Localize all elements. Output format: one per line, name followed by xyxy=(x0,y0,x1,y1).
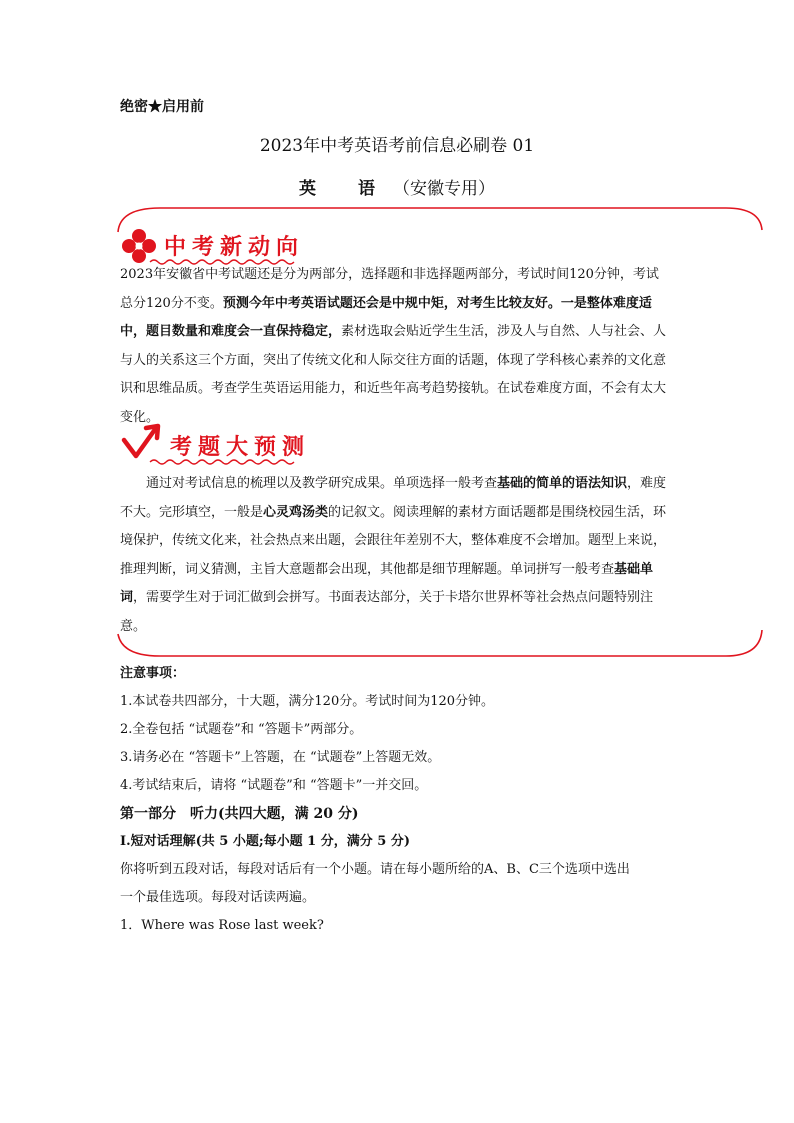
part1-instructions-2: 一个最佳选项。每段对话读两遍。 xyxy=(120,890,316,905)
page-title: 2023年中考英语考前信息必刷卷 01 xyxy=(259,136,535,156)
confidential-label: 绝密★启用前 xyxy=(120,99,204,115)
part1-subtitle: Ⅰ.短对话理解(共 5 小题;每小题 1 分，满分 5 分) xyxy=(120,834,410,849)
trends-paragraph xyxy=(120,261,668,432)
top-frame-arc xyxy=(118,208,762,232)
pred-text-e: 的记叙文。阅读理解的素材方面话题都是围绕校园生活，环境保护，传统文化来，社会热点来出题，会跟往年差别不大，整体难度不会增加。题型上来说，推理判断，词义猜测，主旨大意题都会出现，其他都是细节理解题。单词拼写一般考查 xyxy=(120,504,667,577)
section-heading-trends: 中考新动向 xyxy=(164,235,305,260)
notes-item: 2.全卷包括 “试题卷”和 “答题卡”两部分。 xyxy=(120,722,363,737)
notes-block xyxy=(120,660,680,940)
pred-text-c: ，难度不大。完形填空，一般是 xyxy=(120,476,667,520)
pred-text-bold-3: 基础单词 xyxy=(120,561,654,605)
notes-item: 4.考试结束后，请将 “试题卷”和 “答题卡”一并交回。 xyxy=(120,778,428,793)
trends-text-bold: 预测今年中考英语试题还会是中规中矩，对考生比较友好。一是整体难度适中，题目数量和难度会一直保持稳定， xyxy=(120,295,652,339)
clover-icon xyxy=(122,229,156,263)
subject-note: （安徽专用） xyxy=(392,179,495,199)
subject-main: 英 语 xyxy=(299,179,393,199)
notes-item: 3.请务必在 “答题卡”上答题，在 “试题卷”上答题无效。 xyxy=(120,750,441,765)
predictions-paragraph xyxy=(120,470,676,641)
trends-text-a: 2023年安徽省中考试题还是分为两部分，选择题和非选择题两部分，考试时间120分钟，考试总分120分不变。 xyxy=(120,267,659,311)
section-heading-predictions: 考题大预测 xyxy=(170,435,311,460)
pred-text-bold-1: 基础的简单的语法知识 xyxy=(497,476,628,491)
notes-item: 1.本试卷共四部分，十大题，满分120分。考试时间为120分钟。 xyxy=(120,694,495,709)
notes-title: 注意事项： xyxy=(120,666,186,681)
pred-text-a: 通过对考试信息的梳理以及教学研究成果。单项选择一般考查 xyxy=(146,476,498,491)
part1-title: 第一部分 听力(共四大题，满 20 分) xyxy=(120,806,359,822)
pred-text-g: ，需要学生对于词汇做到会拼写。书面表达部分，关于卡塔尔世界杯等社会热点问题特别注意。 xyxy=(120,590,654,634)
pred-text-bold-2: 心灵鸡汤类 xyxy=(263,504,329,520)
part1-instructions-1: 你将听到五段对话，每段对话后有一个小题。请在每小题所给的A、B、C三个选项中选出 xyxy=(120,862,630,877)
trends-text-c: 素材选取会贴近学生生活，涉及人与自然、人与社会、人与人的关系这三个方面，突出了传统文化和人际交往方面的话题，体现了学科核心素养的文化意识和思维品质。考查学生英语运用能力，和近些年高考趋势接轨。在试卷难度方面，不会有太大变化。 xyxy=(120,324,667,425)
question-1: 1．Where was Rose last week? xyxy=(120,918,324,933)
